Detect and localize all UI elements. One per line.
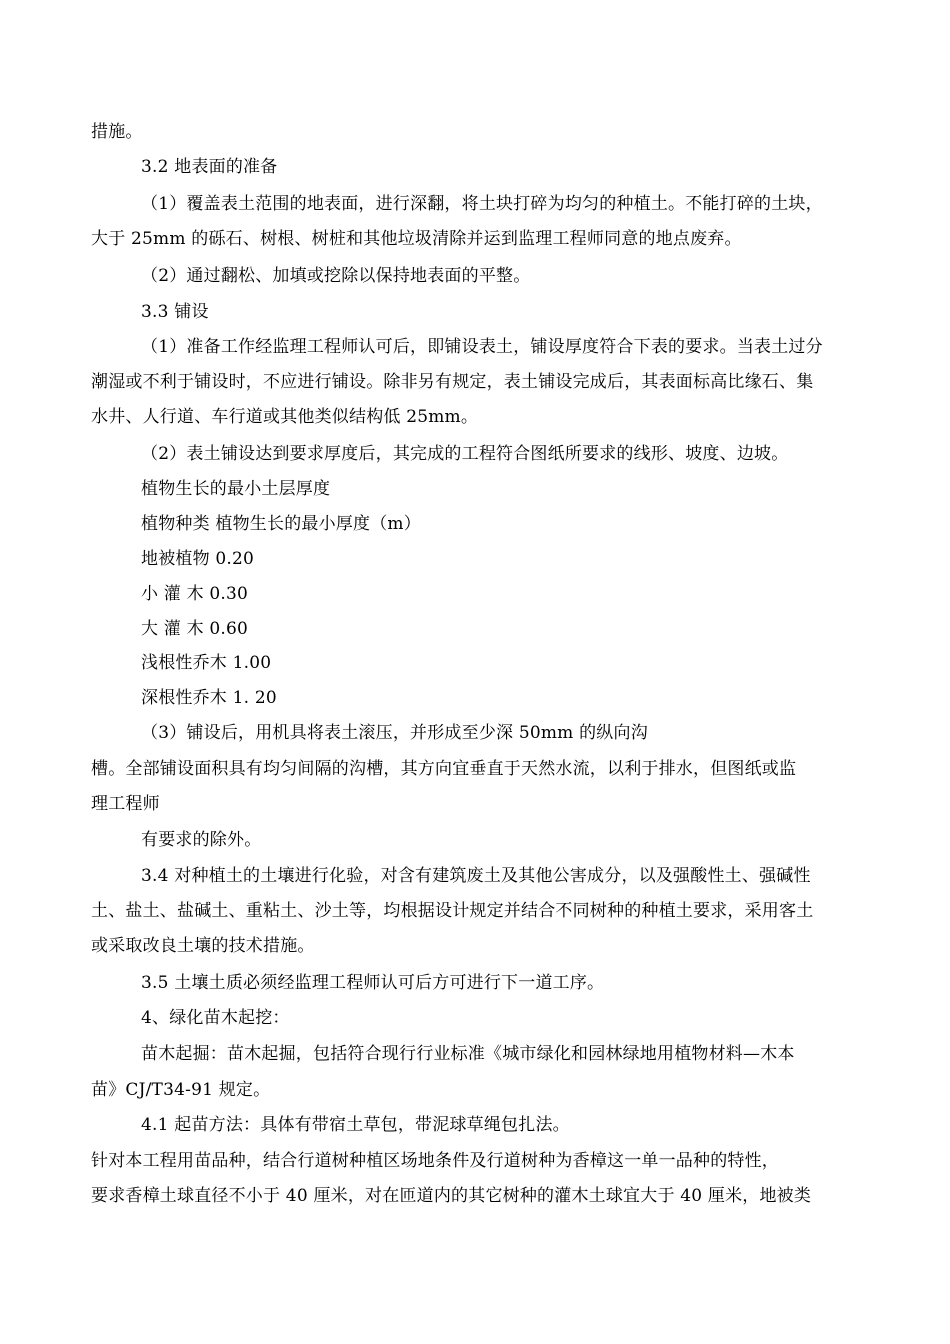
text-line: 针对本工程用苗品种，结合行道树种植区场地条件及行道树种为香樟这一单一品种的特性， [91, 1151, 779, 1171]
table-row: 浅根性乔木 1.00 [141, 653, 272, 673]
text-line: 大于 25mm 的砾石、树根、树桩和其他垃圾清除并运到监理工程师同意的地点废弃。 [91, 229, 742, 249]
text-line: 苗》CJ/T34-91 规定。 [91, 1080, 271, 1100]
section-heading: 4、绿化苗木起挖： [141, 1008, 290, 1028]
text-line: 理工程师 [91, 794, 160, 814]
section-heading: 3.2 地表面的准备 [141, 157, 278, 177]
section-heading: 3.3 铺设 [141, 302, 209, 322]
text-line: （1）准备工作经监理工程师认可后，即铺设表土，铺设厚度符合下表的要求。当表土过分 [141, 337, 823, 357]
text-line: （2）表土铺设达到要求厚度后，其完成的工程符合图纸所要求的线形、坡度、边坡。 [141, 444, 789, 464]
text-line: 措施。 [91, 122, 143, 142]
table-row: 地被植物 0.20 [141, 549, 255, 569]
text-line: （1）覆盖表土范围的地表面，进行深翻，将土块打碎为均匀的种植土。不能打碎的土块， [141, 194, 823, 214]
text-line: （3）铺设后，用机具将表土滚压，并形成至少深 50mm 的纵向沟 [141, 723, 648, 743]
text-line: 有要求的除外。 [141, 830, 262, 850]
text-line: 3.5 土壤土质必须经监理工程师认可后方可进行下一道工序。 [141, 973, 605, 993]
table-row: 小 灌 木 0.30 [141, 584, 249, 604]
text-line: 潮湿或不利于铺设时，不应进行铺设。除非另有规定，表土铺设完成后，其表面标高比缘石、集 [91, 372, 814, 392]
text-line: 苗木起掘：苗木起掘，包括符合现行行业标准《城市绿化和园林绿地用植物材料—木本 [141, 1044, 795, 1064]
text-line: （2）通过翻松、加填或挖除以保持地表面的平整。 [141, 266, 531, 286]
text-line: 槽。全部铺设面积具有均匀间隔的沟槽，其方向宜垂直于天然水流，以利于排水，但图纸或监 [91, 759, 797, 779]
text-line: 3.4 对种植土的土壤进行化验，对含有建筑废土及其他公害成分，以及强酸性土、强碱性 [141, 866, 811, 886]
text-line: 或采取改良土壤的技术措施。 [91, 936, 315, 956]
table-header: 植物种类 植物生长的最小厚度（m） [141, 514, 421, 534]
text-line: 水井、人行道、车行道或其他类似结构低 25mm。 [91, 407, 479, 427]
table-row: 深根性乔木 1. 20 [141, 688, 277, 708]
table-row: 大 灌 木 0.60 [141, 619, 249, 639]
table-title: 植物生长的最小土层厚度 [141, 479, 331, 499]
text-line: 要求香樟土球直径不小于 40 厘米，对在匝道内的其它树种的灌木土球宜大于 40 厘米，地被类 [91, 1186, 812, 1206]
text-line: 4.1 起苗方法：具体有带宿土草包，带泥球草绳包扎法。 [141, 1115, 570, 1135]
text-line: 土、盐土、盐碱土、重粘土、沙土等，均根据设计规定并结合不同树种的种植土要求，采用客土 [91, 901, 814, 921]
